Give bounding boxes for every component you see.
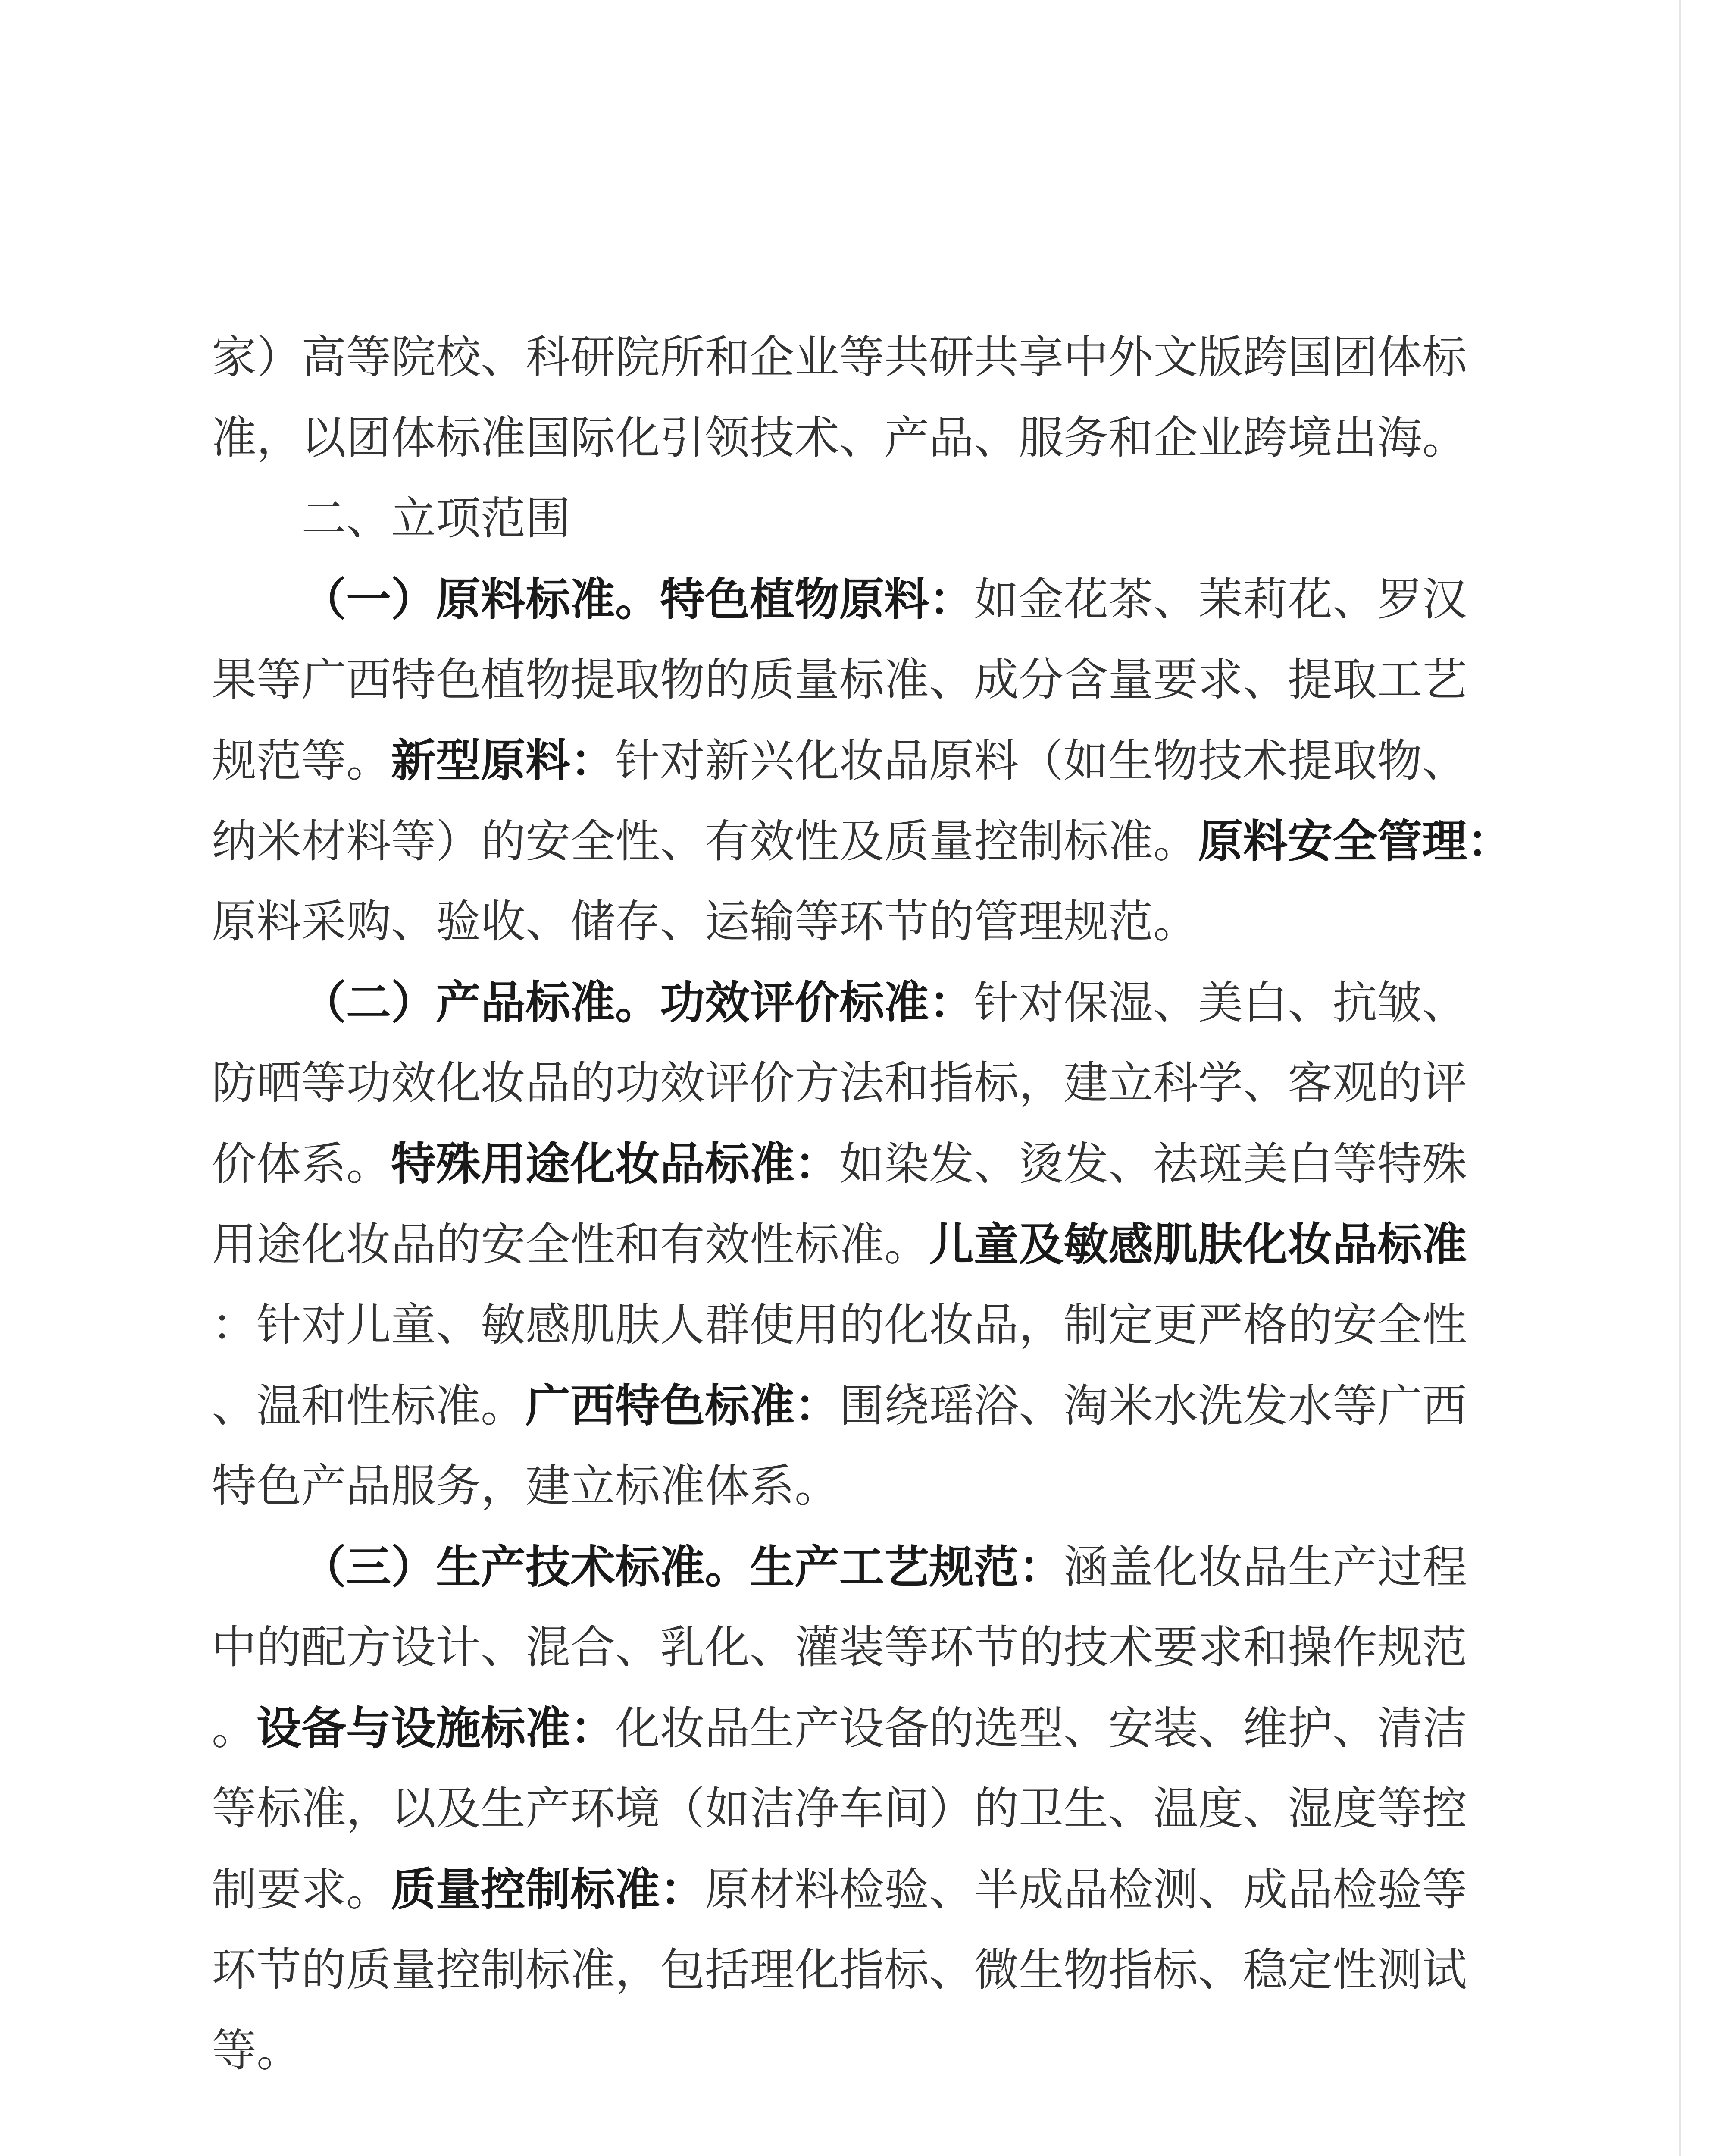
bold-run: 质量控制标准： <box>391 1863 705 1916</box>
text-run: 针对新兴化妆品原料（如生物技术提取物、 <box>615 734 1467 787</box>
paragraph-line <box>212 1688 1501 1768</box>
text-run: 等标准，以及生产环境（如洁净车间）的卫生、温度、湿度等控 <box>212 1782 1467 1835</box>
text-run: 准，以团体标准国际化引领技术、产品、服务和企业跨境出海。 <box>212 411 1467 464</box>
text-run: 防晒等功效化妆品的功效评价方法和指标，建立科学、客观的评 <box>212 1056 1467 1109</box>
paragraph-line <box>212 2010 1501 2091</box>
text-run: 原材料检验、半成品检测、成品检验等 <box>705 1863 1467 1916</box>
section-heading-text: 二、立项范围 <box>301 492 571 545</box>
document-body <box>212 317 1512 2091</box>
paragraph-line <box>212 559 1501 639</box>
paragraph-line <box>212 962 1501 1043</box>
bold-run: 新型原料： <box>391 734 616 787</box>
paragraph-line <box>212 1930 1501 2010</box>
page-edge-divider <box>1679 0 1681 2156</box>
paragraph-line <box>212 1849 1501 1930</box>
text-run: 中的配方设计、混合、乳化、灌装等环节的技术要求和操作规范 <box>212 1621 1467 1673</box>
paragraph-line <box>212 1285 1501 1365</box>
paragraph-line <box>212 881 1501 962</box>
text-run: 价体系。 <box>212 1138 391 1190</box>
text-run: 环节的质量控制标准，包括理化指标、微生物指标、稳定性测试 <box>212 1943 1467 1996</box>
text-run: 特色产品服务，建立标准体系。 <box>212 1460 840 1512</box>
paragraph-line <box>212 1204 1501 1285</box>
bold-run: （三）生产技术标准。生产工艺规范： <box>301 1540 1064 1593</box>
bold-run: 原料安全管理： <box>1198 815 1512 868</box>
text-run: 涵盖化妆品生产过程 <box>1064 1541 1467 1593</box>
paragraph-line <box>212 1123 1501 1204</box>
text-run: 如染发、烫发、祛斑美白等特殊 <box>839 1138 1467 1190</box>
paragraph-line <box>212 1446 1501 1526</box>
paragraph-line <box>212 720 1501 801</box>
paragraph-line <box>212 317 1501 398</box>
bold-run: 儿童及敏感肌肤化妆品标准 <box>929 1218 1467 1271</box>
section-heading <box>212 478 1501 559</box>
paragraph-line <box>212 639 1501 720</box>
bold-run: （二）产品标准。功效评价标准： <box>301 976 974 1029</box>
bold-run: 特殊用途化妆品标准： <box>391 1137 840 1190</box>
text-run: 化妆品生产设备的选型、安装、维护、清洁 <box>615 1702 1467 1755</box>
text-run: 纳米材料等）的安全性、有效性及质量控制标准。 <box>212 815 1198 868</box>
text-run: 规范等。 <box>212 734 391 787</box>
paragraph-line <box>212 801 1512 881</box>
paragraph-line <box>212 1768 1501 1849</box>
text-run: 家）高等院校、科研院所和企业等共研共享中外文版跨国团体标 <box>212 331 1467 383</box>
text-run: 果等广西特色植物提取物的质量标准、成分含量要求、提取工艺 <box>212 653 1467 706</box>
paragraph-line <box>212 1043 1501 1123</box>
text-run: 用途化妆品的安全性和有效性标准。 <box>212 1218 929 1271</box>
bold-run: 设备与设施标准： <box>256 1702 616 1755</box>
paragraph-line <box>212 1607 1501 1688</box>
text-run: 如金花茶、茉莉花、罗汉 <box>974 573 1467 626</box>
text-run: 围绕瑶浴、淘米水洗发水等广西 <box>839 1379 1467 1432</box>
text-run: 针对保湿、美白、抗皱、 <box>974 976 1467 1029</box>
text-run: ：针对儿童、敏感肌肤人群使用的化妆品，制定更严格的安全性 <box>212 1298 1467 1351</box>
paragraph-line <box>212 398 1501 478</box>
text-run: 制要求。 <box>212 1863 391 1916</box>
text-run: 、温和性标准。 <box>212 1379 526 1432</box>
paragraph-line <box>212 1526 1501 1607</box>
paragraph-line <box>212 1365 1501 1446</box>
text-run: 原料采购、验收、储存、运输等环节的管理规范。 <box>212 895 1198 948</box>
bold-run: （一）原料标准。特色植物原料： <box>301 573 974 626</box>
text-run: 等。 <box>212 2024 302 2077</box>
bold-run: 广西特色标准： <box>525 1379 840 1432</box>
text-run: 。 <box>212 1702 257 1755</box>
